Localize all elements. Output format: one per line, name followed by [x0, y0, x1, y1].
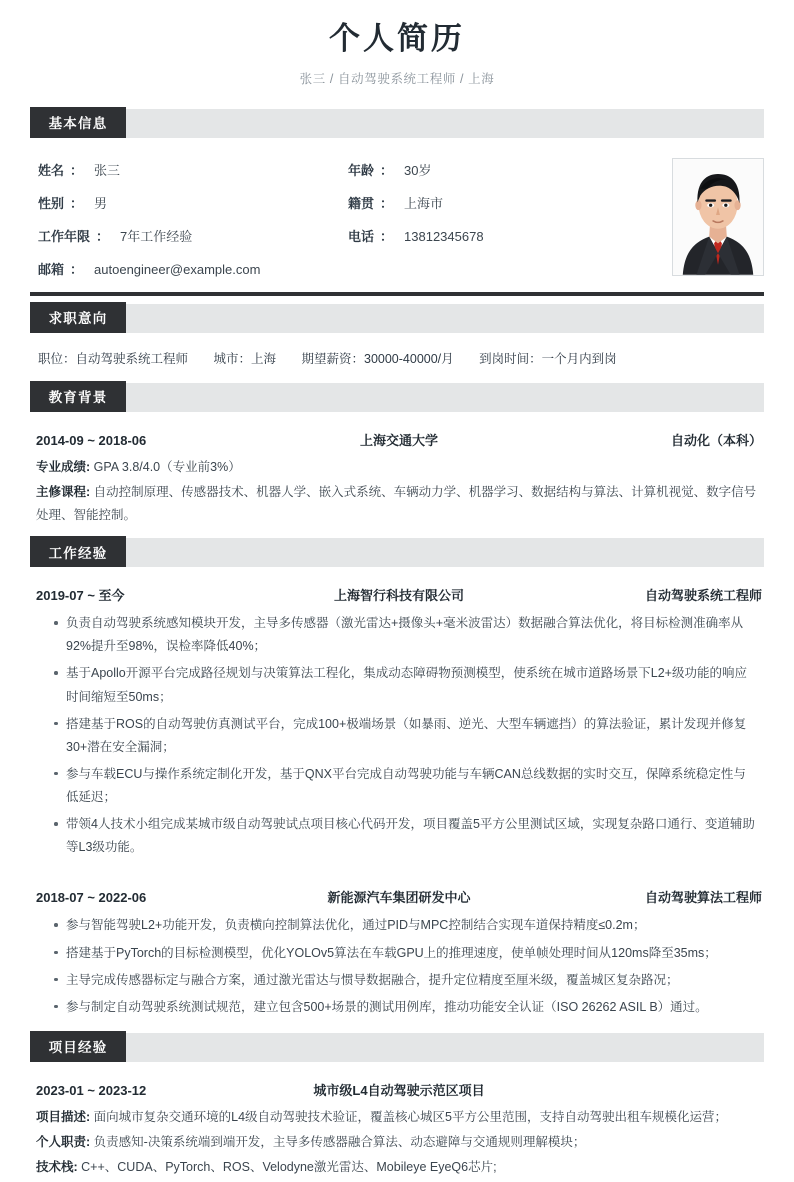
section-header-basic [30, 109, 764, 138]
field-colon: ： [96, 228, 110, 244]
work-company: 新能源汽车集团研发中心 [327, 890, 471, 906]
field-label: 工作年限 [38, 228, 91, 244]
list-item: 搭建基于PyTorch的目标检测模型，优化YOLOv5算法在车载GPU上的推理速度，使单帧处理时间从120ms降至35ms； [54, 942, 758, 965]
field-colon: ： [70, 261, 84, 277]
section-title-intent: 求职意向 [30, 302, 126, 333]
section-header-work [30, 538, 764, 567]
field-label: 邮箱 [38, 261, 65, 277]
field-email [38, 259, 658, 278]
work-date: 2018-07 ~ 2022-06 [36, 890, 147, 906]
section-title-work: 工作经验 [30, 536, 126, 567]
resume-header [30, 0, 764, 101]
page-subtitle: 张三 / 自动驾驶系统工程师 / 上海 [299, 71, 495, 86]
field-phone [348, 226, 658, 245]
project-duty [30, 1130, 764, 1155]
work-bullets [30, 612, 764, 859]
field-value: 张三 [94, 162, 121, 178]
education-courses-label: 主修课程: [36, 484, 91, 499]
project-stack [30, 1155, 764, 1180]
section-title-education: 教育背景 [30, 381, 126, 412]
field-label: 性别 [38, 195, 65, 211]
project-entry-head [30, 1076, 764, 1105]
field-value: 上海市 [404, 195, 444, 211]
list-item: 基于Apollo开源平台完成路径规划与决策算法工程化，集成动态障碍物预测模型，使系统在城市道路场景下L2+级功能的响应时间缩短至50ms； [54, 662, 758, 708]
list-item: 带领4人技术小组完成某城市级自动驾驶试点项目核心代码开发，项目覆盖5平方公里测试区域，实现复杂路口通行、变道辅助等L3级功能。 [54, 813, 758, 859]
work-entry [30, 577, 764, 865]
project-name: 城市级L4自动驾驶示范区项目 [313, 1082, 485, 1098]
intent-position: 职位：自动驾驶系统工程师 [38, 351, 189, 366]
field-colon: ： [70, 195, 84, 211]
section-header-education [30, 383, 764, 412]
project-description-value: 面向城市复杂交通环境的L4级自动驾驶技术验证，覆盖核心城区5平方公里范围，支持自动驾驶出租车规模化运营； [93, 1109, 728, 1124]
list-item: 参与智能驾驶L2+功能开发，负责横向控制算法优化，通过PID与MPC控制结合实现车道保持精度≤0.2m； [54, 914, 758, 937]
intent-salary: 期望薪资：30000-40000/月 [301, 351, 454, 366]
section-divider [30, 292, 764, 296]
list-item: 参与车载ECU与操作系统定制化开发，基于QNX平台完成自动驾驶功能与车辆CAN总线数据的实时交互，保障系统稳定性与低延迟； [54, 763, 758, 809]
work-date: 2019-07 ~ 至今 [36, 588, 125, 604]
education-gpa-value: GPA 3.8/4.0（专业前3%） [93, 459, 241, 474]
section-title-basic: 基本信息 [30, 107, 126, 138]
field-age [348, 160, 658, 179]
education-school: 上海交通大学 [359, 432, 438, 448]
work-company: 上海智行科技有限公司 [333, 588, 464, 604]
project-stack-value: C++、CUDA、PyTorch、ROS、Velodyne激光雷达、Mobileye EyeQ6芯片; [81, 1160, 497, 1175]
field-hometown [348, 193, 658, 212]
intent-line [30, 343, 764, 375]
field-colon: ： [380, 228, 394, 244]
field-gender [38, 193, 348, 212]
field-value: 男 [94, 195, 108, 211]
project-description [30, 1105, 764, 1130]
page-title: 个人简历 [329, 21, 465, 56]
avatar [672, 158, 764, 276]
field-label: 年龄 [348, 162, 375, 178]
work-entry [30, 879, 764, 1025]
field-value: 7年工作经验 [120, 228, 193, 244]
project-date: 2023-01 ~ 2023-12 [36, 1082, 147, 1098]
portrait-photo-icon [673, 159, 763, 275]
list-item: 参与制定自动驾驶系统测试规范，建立包含500+场景的测试用例库，推动功能安全认证（ISO 26262 ASIL B）通过。 [54, 996, 758, 1019]
education-courses [30, 480, 764, 528]
education-major: 自动化（本科） [670, 432, 762, 448]
field-label: 电话 [348, 228, 375, 244]
field-value: autoengineer@example.com [94, 261, 261, 277]
project-duty-value: 负责感知-决策系统端到端开发，主导多传感器融合算法、动态避障与交通规则理解模块； [93, 1135, 586, 1149]
intent-city: 城市：上海 [213, 351, 277, 366]
intent-availability: 到岗时间：一个月内到岗 [479, 351, 617, 366]
field-value: 30岁 [404, 162, 432, 178]
education-gpa-label: 专业成绩: [36, 459, 91, 474]
project-description-label: 项目描述: [36, 1109, 91, 1124]
project-duty-label: 个人职责: [36, 1135, 91, 1149]
education-date: 2014-09 ~ 2018-06 [36, 432, 147, 448]
field-colon: ： [70, 162, 84, 178]
field-name [38, 160, 348, 179]
education-gpa [30, 455, 764, 480]
list-item: 负责自动驾驶系统感知模块开发，主导多传感器（激光雷达+摄像头+毫米波雷达）数据融合算法优化，将目标检测准确率从92%提升至98%，误检率降低40%； [54, 612, 758, 658]
work-title: 自动驾驶系统工程师 [644, 588, 762, 604]
field-colon: ： [380, 195, 394, 211]
field-years-of-experience [38, 226, 348, 245]
section-title-project: 项目经验 [30, 1031, 126, 1062]
education-entry-head [30, 426, 764, 455]
basic-info-block [30, 148, 764, 286]
field-colon: ： [380, 162, 394, 178]
project-stack-label: 技术栈: [36, 1160, 78, 1175]
section-header-project [30, 1033, 764, 1062]
work-entry-head [30, 883, 764, 912]
field-label: 籍贯 [348, 195, 375, 211]
list-item: 搭建基于ROS的自动驾驶仿真测试平台，完成100+极端场景（如暴雨、逆光、大型车辆遮挡）的算法验证，累计发现并修复30+潜在安全漏洞； [54, 713, 758, 759]
section-header-intent [30, 304, 764, 333]
field-label: 姓名 [38, 162, 65, 178]
education-courses-value: 自动控制原理、传感器技术、机器人学、嵌入式系统、车辆动力学、机器学习、数据结构与算法、计算机视觉、数字信号处理、智能控制。 [36, 484, 757, 522]
basic-info-grid [30, 160, 764, 278]
work-title: 自动驾驶算法工程师 [644, 890, 762, 906]
field-value: 13812345678 [404, 228, 484, 244]
education-entry [30, 422, 764, 530]
list-item: 主导完成传感器标定与融合方案，通过激光雷达与惯导数据融合，提升定位精度至厘米级，覆盖城区复杂路况； [54, 969, 758, 992]
work-bullets [30, 914, 764, 1019]
work-entry-head [30, 581, 764, 610]
project-entry [30, 1072, 764, 1182]
